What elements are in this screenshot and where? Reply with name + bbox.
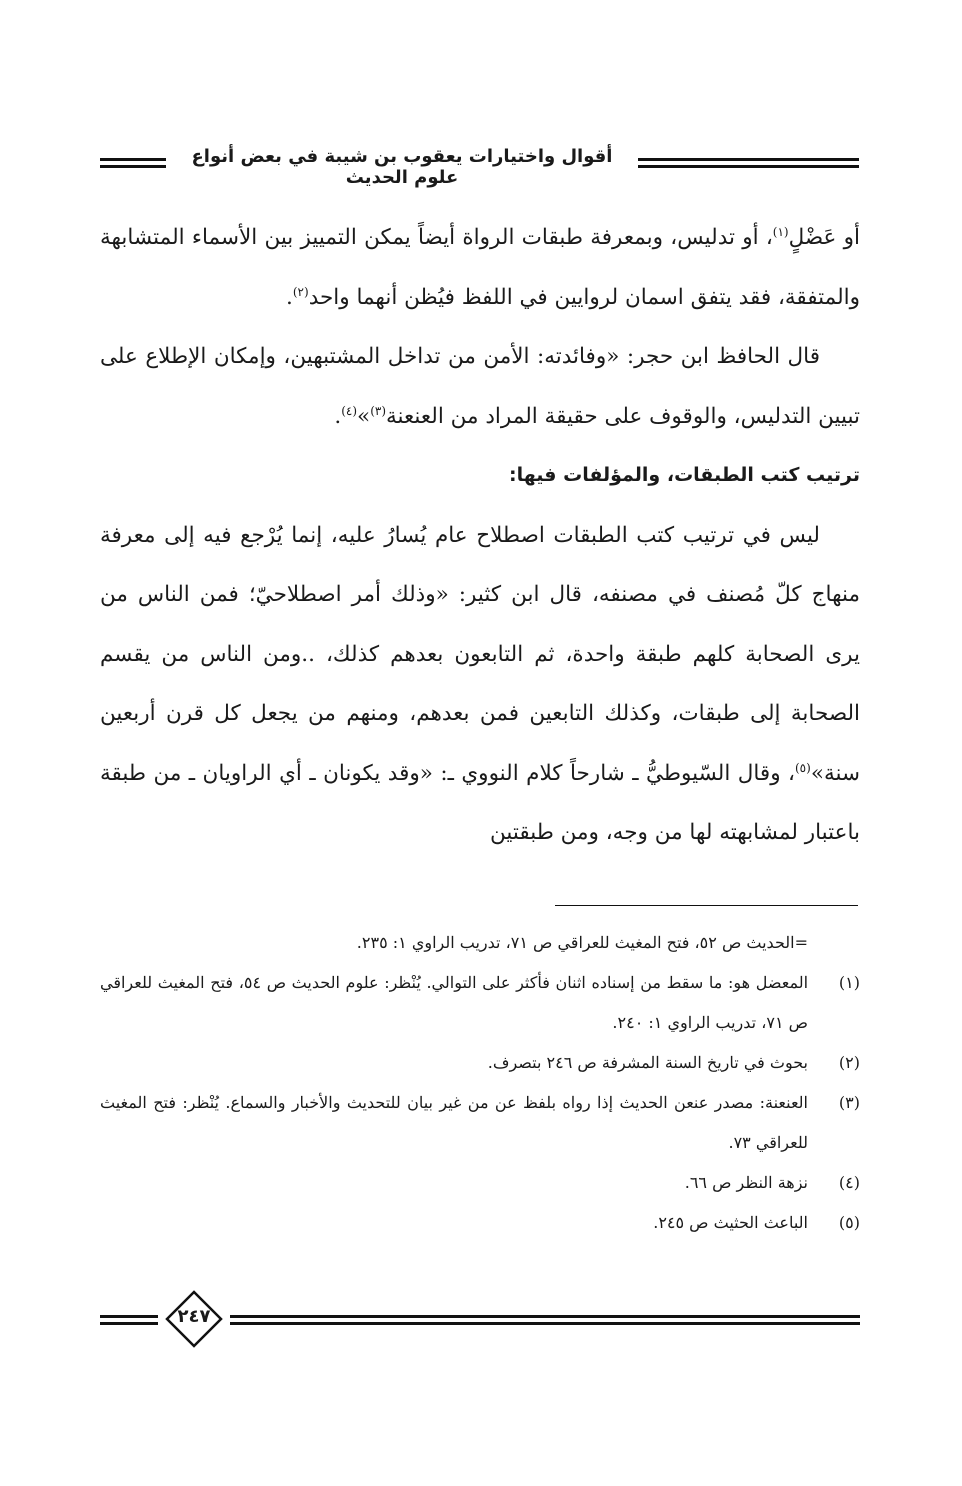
footnote-ref-2: (٢) bbox=[292, 284, 309, 299]
paragraph-2 bbox=[100, 327, 860, 446]
paragraph-1-text-b: ، أو تدليس، وبمعرفة طبقات الرواة أيضاً يمكن التمييز بين الأسماء المتشابهة والمتفقة، فقد يتفق اسمان لروايين في اللفظ فيُظن أنهما واحد bbox=[100, 225, 860, 310]
paragraph-3 bbox=[100, 506, 860, 863]
footnote-text: بحوث في تاريخ السنة المشرفة ص ٢٤٦ بتصرف. bbox=[487, 1053, 808, 1072]
footnote-ref-1: (١) bbox=[772, 224, 789, 239]
page-number: ٢٤٧ bbox=[177, 1306, 211, 1327]
paragraph-2-end: . bbox=[334, 403, 342, 429]
footnote-5 bbox=[100, 1203, 860, 1243]
header-rule-right bbox=[633, 158, 859, 168]
footnote-ref-3: (٣) bbox=[370, 403, 387, 418]
footnote-text: المعضل هو: ما سقط من إسناده اثنان فأكثر على التوالي. يُنْظر: علوم الحديث ص ٥٤، فتح المغيث للعراقي ص ٧١، تدريب الراوي ١: ٢٤٠. bbox=[100, 973, 809, 1032]
footnote-ref-4: (٤) bbox=[341, 403, 358, 418]
footnote-separator bbox=[555, 905, 858, 906]
paragraph-1-text-a: أو عَضْلٍ bbox=[788, 225, 860, 250]
footnote-ref-5: (٥) bbox=[794, 760, 811, 775]
footnotes bbox=[100, 923, 860, 1243]
footnote-4 bbox=[100, 1163, 860, 1203]
footnote-3 bbox=[100, 1083, 860, 1163]
footnote-text: نزهة النظر ص ٦٦. bbox=[684, 1173, 808, 1192]
paragraph-2-quote-close: » bbox=[357, 403, 371, 429]
footnote-number: (٣) bbox=[838, 1093, 860, 1112]
paragraph-3-text-a: ليس في ترتيب كتب الطبقات اصطلاح عام يُسارُ عليه، إنما يُرْجع فيه إلى معرفة منهاج كلّ مُصنف في مصنفه، قال ابن كثير: «وذلك أمر اصطلاحيّ؛ فمن الناس من يرى الصحابة كلهم طبقة واحدة، ثم التابعون بعدهم كذلك، ..ومن الناس من يقسم الصحابة إلى طبقات، وكذلك التابعين فمن بعدهم، ومنهم من يجعل كل قرن أربعين سنة» bbox=[100, 522, 860, 786]
paragraph-1-end: . bbox=[286, 284, 293, 310]
paragraph-2-text-a: قال الحافظ ابن حجر: «وفائدته: الأمن من تداخل المشتبهين، وإمكان الإطلاع على تبيين التدليس، والوقوف على حقيقة المراد من العنعنة bbox=[100, 344, 860, 429]
main-text bbox=[100, 208, 860, 863]
footnote-number: (٥) bbox=[838, 1213, 860, 1232]
footnote-1 bbox=[100, 963, 860, 1043]
running-header-title: أقوال واختيارات يعقوب بن شيبة في بعض أنواع علوم الحديث bbox=[166, 146, 638, 188]
footnote-text: العنعنة: مصدر عنعن الحديث إذا رواه بلفظ عن من غير بيان للتحديث والأخبار والسماع. يُنْظر: فتح المغيث للعراقي ٧٣. bbox=[100, 1093, 808, 1152]
footnote-continuation-text: =الحديث ص ٥٢، فتح المغيث للعراقي ص ٧١، تدريب الراوي ١: ٢٣٥. bbox=[356, 933, 808, 952]
footnote-number: (٢) bbox=[838, 1053, 860, 1072]
header-rule-left bbox=[100, 158, 166, 168]
footnote-continuation bbox=[100, 923, 860, 963]
paragraph-3-text-b: ، وقال السّيوطيُّ ـ شارحاً كلام النووي ـ: «وقد يكونان ـ أي الراويان ـ من طبقة باعتبار لمشابهته لها من وجه، ومن طبقتين bbox=[100, 760, 860, 845]
footnote-number: (١) bbox=[838, 973, 860, 992]
footnote-text: الباعث الحثيث ص ٢٤٥. bbox=[653, 1213, 808, 1232]
footnote-2 bbox=[100, 1043, 860, 1083]
footer-rule-left bbox=[100, 1315, 158, 1325]
section-subheading: ترتيب كتب الطبقات، والمؤلفات فيها: bbox=[509, 464, 860, 486]
footer-rule-right bbox=[230, 1315, 860, 1325]
footnote-number: (٤) bbox=[838, 1173, 860, 1192]
paragraph-1 bbox=[100, 208, 860, 327]
